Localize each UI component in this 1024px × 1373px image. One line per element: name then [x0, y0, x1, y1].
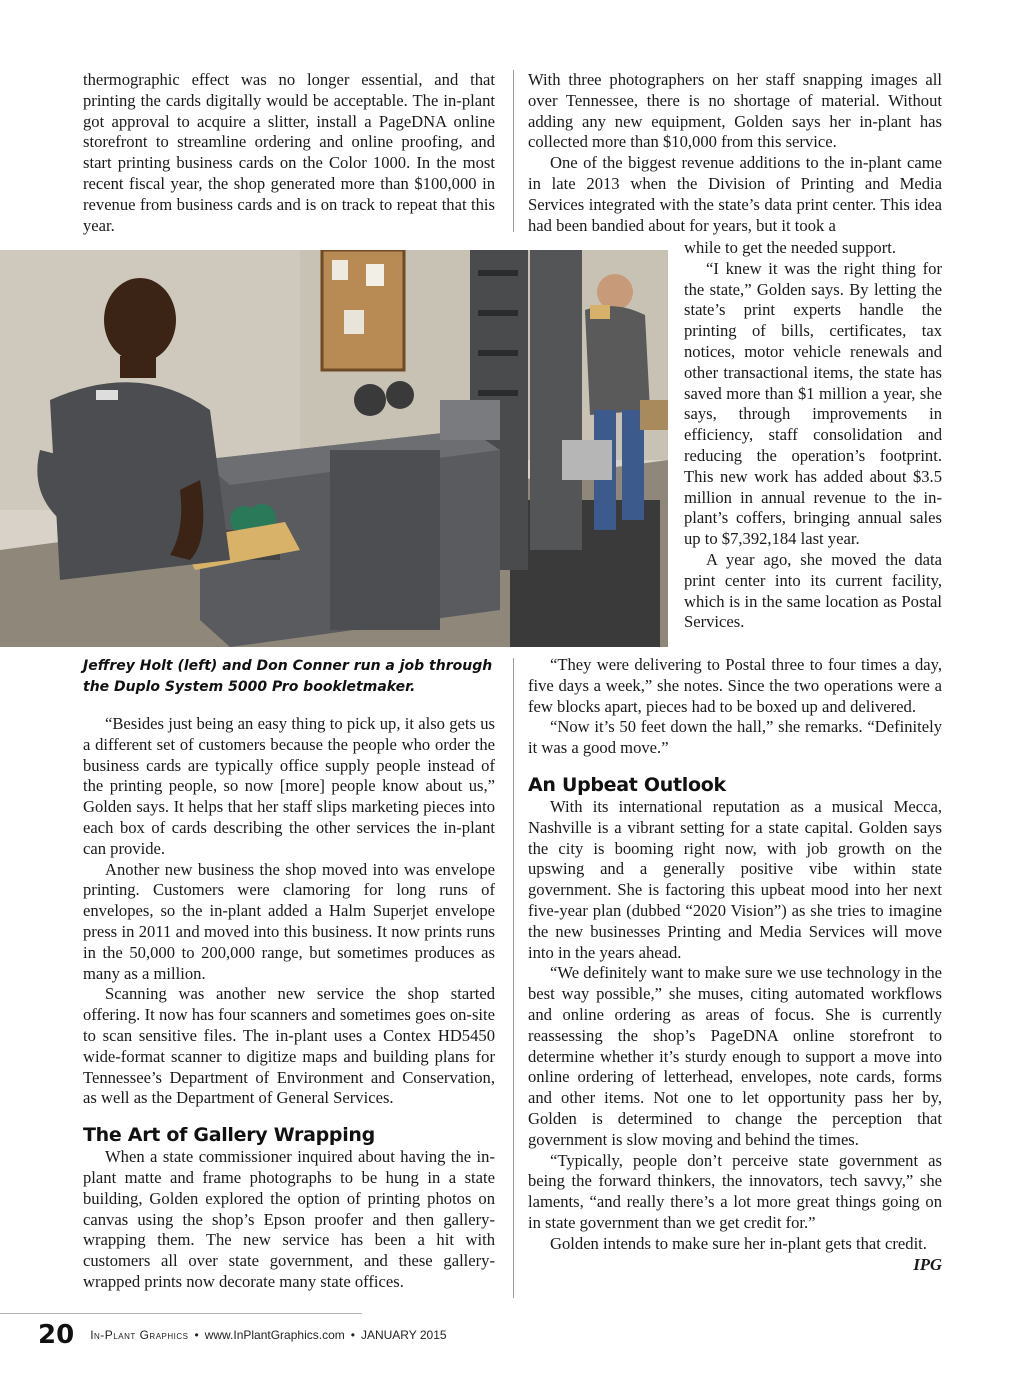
body-paragraph: With three photographers on her staff snapping images all over Tennessee, there is no shortage of material. Without adding any new equipment, Golden says her in-plant has collected more than $10,000 from this service.	[528, 70, 942, 152]
photo-illustration	[0, 250, 668, 647]
right-column-wrap	[684, 238, 942, 633]
closing-text: Golden intends to make sure her in-plant gets that credit.	[550, 1233, 927, 1253]
body-paragraph: while to get the needed support.	[684, 238, 896, 257]
photo-caption: Jeffrey Holt (left) and Don Conner run a job through the Duplo System 5000 Pro bookletmaker.	[83, 658, 493, 695]
page-number: 20	[38, 1320, 75, 1350]
body-paragraph: “We definitely want to make sure we use technology in the best way possible,” she muses, citing automated workflows and online ordering as areas of focus. She is currently reassessing the shop’s PageDNA online storefront to determine whether it’s sturdy enough to support a move into online ordering of letterhead, envelopes, note cards, forms and other items. Not one to let opportunity pass her by, Golden is determined to change the perception that government is slow moving and behind the times.	[528, 963, 942, 1149]
bullet-separator: •	[194, 1328, 199, 1342]
section-heading: The Art of Gallery Wrapping	[83, 1124, 375, 1147]
body-paragraph: “Now it’s 50 feet down the hall,” she remarks. “Definitely it was a good move.”	[528, 717, 942, 758]
left-column-bottom	[83, 714, 495, 1293]
column-divider	[513, 658, 514, 1298]
signature-mark: IPG	[913, 1254, 942, 1274]
body-paragraph: A year ago, she moved the data print center into its current facility, which is in the same location as Postal Services.	[684, 549, 942, 632]
section-heading: An Upbeat Outlook	[528, 773, 726, 796]
body-paragraph: Another new business the shop moved into was envelope printing. Customers were clamoring for long runs of envelopes, so the in-plant added a Halm Superjet envelope press in 2011 and moved into this business. It now prints runs in the 50,000 to 200,000 range, but sometimes produces as many as a million.	[83, 859, 495, 983]
body-paragraph: “Typically, people don’t perceive state government as being the forward thinkers, the innovators, tech savvy,” she laments, “and really there’s a lot more great things going on in state government than we get credit for.”	[528, 1150, 942, 1232]
body-paragraph: With its international reputation as a musical Mecca, Nashville is a vibrant setting for a state capital. Golden says the city is booming right now, with job growth on the upswing and a generally positive vibe within state government. She is factoring this upbeat mood into her next five-year plan (dubbed “2020 Vision”) as she tries to imagine the new businesses Printing and Media Services will move into in the years ahead.	[528, 796, 942, 962]
body-paragraph: Scanning was another new service the shop started offering. It now has four scanners and sometimes goes on-site to scan sensitive files. The in-plant uses a Contex HD5450 wide-format scanner to digitize maps and building plans for Tennessee’s Department of Environment and Conservation, as well as the Department of General Services.	[83, 984, 495, 1108]
body-paragraph: “Besides just being an easy thing to pick up, it also gets us a different set of customers because the people who order the business cards are typically office supply people instead of the printing people, so now [more] people know about us,” Golden says. It helps that her staff slips marketing pieces into each box of cards describing the other services the in-plant can provide.	[83, 714, 495, 858]
bullet-separator: •	[350, 1328, 355, 1342]
body-paragraph: When a state commissioner inquired about having the in-plant matte and frame photographs to be hung in a state building, Golden explored the option of printing photos on canvas using the shop’s Epson proofer and then gallery-wrapping them. The new service has been a hit with customers all over state government, and these gallery-wrapped prints now decorate many state offices.	[83, 1147, 495, 1291]
page-footer	[38, 1320, 447, 1350]
publication-name: In-Plant Graphics	[90, 1328, 189, 1342]
right-column-top	[528, 70, 942, 236]
issue-date: JANUARY 2015	[360, 1328, 447, 1342]
footer-rule	[0, 1313, 362, 1314]
left-column-top	[83, 70, 495, 236]
right-column-bottom	[528, 655, 942, 1275]
body-paragraph: “They were delivering to Postal three to four times a day, five days a week,” she notes. Since the two operations were a few blocks apart, pieces had to be boxed up and delivered.	[528, 655, 942, 716]
website-link[interactable]: www.InPlantGraphics.com	[204, 1328, 345, 1342]
body-paragraph: One of the biggest revenue additions to the in-plant came in late 2013 when the Division of Printing and Media Services integrated with the state’s data print center. This idea had been bandied about for years, but it took a	[528, 153, 942, 235]
column-divider	[513, 70, 514, 232]
article-photo	[0, 250, 668, 647]
body-paragraph: “I knew it was the right thing for the state,” Golden says. By letting the state’s print experts handle the printing of bills, certificates, tax notices, motor vehicle renewals and other transactional items, the state has saved more than $1 million a year, she says, through improvements in efficiency, staff consolidation and reducing the operation’s footprint. This new work has added about $3.5 million in annual revenue to the in-plant’s coffers, bringing annual sales up to $7,392,184 last year.	[684, 258, 942, 549]
body-paragraph	[528, 1233, 942, 1274]
body-paragraph: thermographic effect was no longer essential, and that printing the cards digitally would be acceptable. The in-plant got approval to acquire a slitter, install a PageDNA online storefront to streamline ordering and online proofing, and start printing business cards on the Color 1000. In the most recent fiscal year, the shop generated more than $100,000 in revenue from business cards and is on track to repeat that this year.	[83, 70, 495, 235]
